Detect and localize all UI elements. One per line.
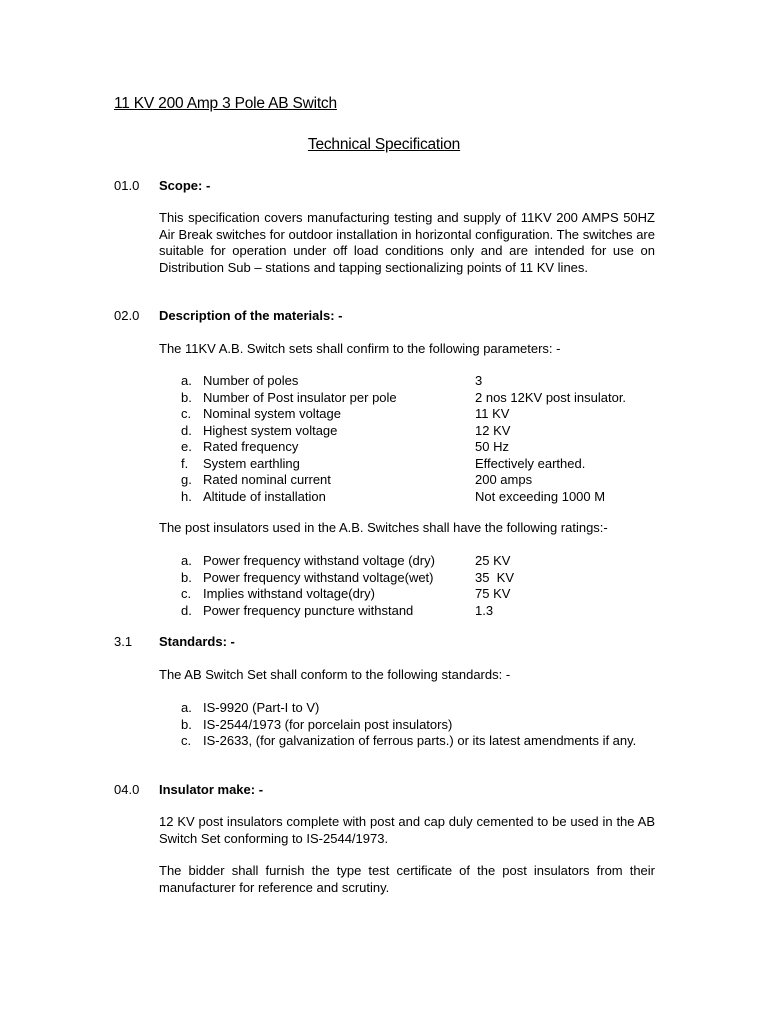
list-item: c. IS-2633, (for galvanization of ferrous parts.) or its latest amendments if any.	[181, 733, 637, 748]
list-item: d. Highest system voltage 12 KV	[181, 422, 511, 438]
materials-intro: The 11KV A.B. Switch sets shall confirm to the following parameters: -	[159, 341, 561, 356]
scope-paragraph: This specification covers manufacturing testing and supply of 11KV 200 AMPS 50HZ Air Break switches for outdoor installation in horizontal configuration. The switches are suitable for operation under off load conditions only and are intended for use on Distribution Sub – stations and tapping sectionalizing points of 11 KV lines.	[159, 210, 655, 275]
list-item: a. Power frequency withstand voltage (dry) 25 KV	[181, 553, 511, 568]
standards-list	[159, 700, 659, 750]
list-item: c. Implies withstand voltage(dry) 75 KV	[181, 586, 511, 601]
insulator-paragraph-1: 12 KV post insulators complete with post and cap duly cemented to be used in the AB Switch Set conforming to IS-2544/1973.	[159, 814, 655, 846]
ratings-list	[159, 553, 659, 619]
list-item: a. Number of poles 3	[181, 373, 483, 388]
section-heading-insulator: Insulator make: -	[159, 782, 264, 797]
list-item: g. Rated nominal current 200 amps	[181, 472, 533, 487]
section-heading-scope: Scope: -	[159, 178, 211, 193]
list-item: a. IS-9920 (Part-I to V)	[181, 700, 320, 715]
list-item: b. IS-2544/1973 (for porcelain post insulators)	[181, 716, 453, 732]
list-item: c. Nominal system voltage 11 KV	[181, 406, 510, 421]
section-number-standards: 3.1	[114, 634, 133, 649]
insulator-paragraph-2: The bidder shall furnish the type test certificate of the post insulators from their manufacturer for reference and scrutiny.	[159, 863, 655, 895]
ratings-intro: The post insulators used in the A.B. Switches shall have the following ratings:-	[159, 520, 608, 535]
list-item: d. Power frequency puncture withstand 1.3	[181, 602, 494, 618]
document-title: 11 KV 200 Amp 3 Pole AB Switch	[114, 95, 337, 112]
section-number-scope: 01.0	[114, 178, 140, 193]
list-item: b. Number of Post insulator per pole 2 nos 12KV post insulator.	[181, 389, 627, 405]
list-item: e. Rated frequency 50 Hz	[181, 439, 509, 454]
list-item: f. System earthling Effectively earthed.	[181, 455, 586, 471]
list-item: h. Altitude of installation Not exceeding 1000 M	[181, 488, 606, 504]
section-number-insulator: 04.0	[114, 782, 140, 797]
parameters-list	[159, 373, 659, 505]
section-heading-materials: Description of the materials: -	[159, 308, 343, 323]
section-number-materials: 02.0	[114, 308, 140, 323]
document-subtitle: Technical Specification	[307, 136, 461, 153]
list-item: b. Power frequency withstand voltage(wet) 35 KV	[181, 569, 515, 585]
section-heading-standards: Standards: -	[159, 634, 235, 649]
standards-intro: The AB Switch Set shall conform to the following standards: -	[159, 667, 511, 682]
